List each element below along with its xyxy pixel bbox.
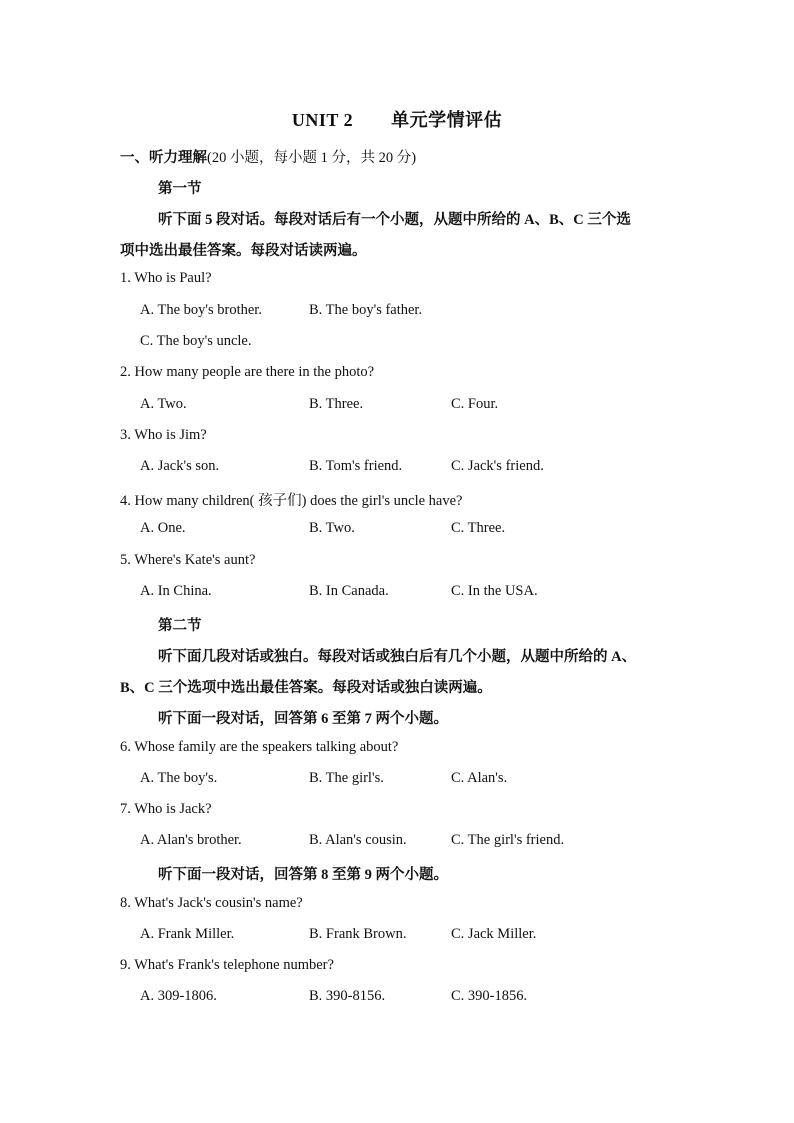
question-7-option-a: A. Alan's brother. [140,832,242,848]
question-6-stem: 6. Whose family are the speakers talking about? [120,739,399,755]
section2-instruction-line2: B、C 三个选项中选出最佳答案。每段对话或独白读两遍。 [120,680,492,696]
section1-label: 第一节 [158,181,202,197]
part1-heading [120,146,416,167]
question-7-option-b: B. Alan's cousin. [309,832,407,848]
question-6-option-b: B. The girl's. [309,770,384,786]
question-6-option-c: C. Alan's. [451,770,508,786]
question-2-stem: 2. How many people are there in the photo? [120,364,375,380]
question-2-option-b: B. Three. [309,396,364,412]
question-9-stem: 9. What's Frank's telephone number? [120,957,334,973]
section2-group2-intro: 听下面一段对话，回答第 8 至第 9 两个小题。 [158,867,448,883]
section2-group1-intro: 听下面一段对话，回答第 6 至第 7 两个小题。 [158,711,448,727]
question-8-option-c: C. Jack Miller. [451,926,537,942]
question-8-option-a: A. Frank Miller. [140,926,235,942]
question-3-option-c: C. Jack's friend. [451,458,544,474]
question-9-option-a: A. 309-1806. [140,988,217,1004]
question-7-stem: 7. Who is Jack? [120,801,212,817]
part1-heading-label: 一、听力理解 [120,150,207,166]
page-title [0,106,794,132]
question-3-option-a: A. Jack's son. [140,458,220,474]
question-3-option-b: B. Tom's friend. [309,458,403,474]
section2-instruction-line1: 听下面几段对话或独白。每段对话或独白后有几个小题，从题中所给的 A、 [158,649,637,665]
question-1-option-c: C. The boy's uncle. [140,333,252,349]
question-5-stem: 5. Where's Kate's aunt? [120,552,256,568]
section2-label: 第二节 [158,618,202,634]
question-1-stem: 1. Who is Paul? [120,270,212,286]
question-6-option-a: A. The boy's. [140,770,218,786]
unit-label: UNIT 2 [291,110,354,130]
question-4-stem: 4. How many children( 孩子们) does the girl's uncle have? [120,493,463,509]
question-4-option-a: A. One. [140,520,186,536]
question-2-option-c: C. Four. [451,396,499,412]
section1-instruction-line1: 听下面 5 段对话。每段对话后有一个小题，从题中所给的 A、B、C 三个选 [158,212,631,228]
question-2-option-a: A. Two. [140,396,187,412]
question-1-option-a: A. The boy's brother. [140,302,262,318]
question-9-option-b: B. 390-8156. [309,988,386,1004]
question-5-option-c: C. In the USA. [451,583,538,599]
question-5-option-a: A. In China. [140,583,212,599]
question-4-option-c: C. Three. [451,520,506,536]
question-8-option-b: B. Frank Brown. [309,926,407,942]
part1-heading-note: (20 小题，每小题 1 分，共 20 分) [207,150,417,166]
question-8-stem: 8. What's Jack's cousin's name? [120,895,303,911]
section1-instruction-line2: 项中选出最佳答案。每段对话读两遍。 [120,243,367,259]
question-4-option-b: B. Two. [309,520,355,536]
title-subtitle: 单元学情评估 [391,110,503,130]
question-9-option-c: C. 390-1856. [451,988,528,1004]
question-5-option-b: B. In Canada. [309,583,389,599]
question-3-stem: 3. Who is Jim? [120,427,207,443]
question-7-option-c: C. The girl's friend. [451,832,565,848]
question-1-option-b: B. The boy's father. [309,302,423,318]
